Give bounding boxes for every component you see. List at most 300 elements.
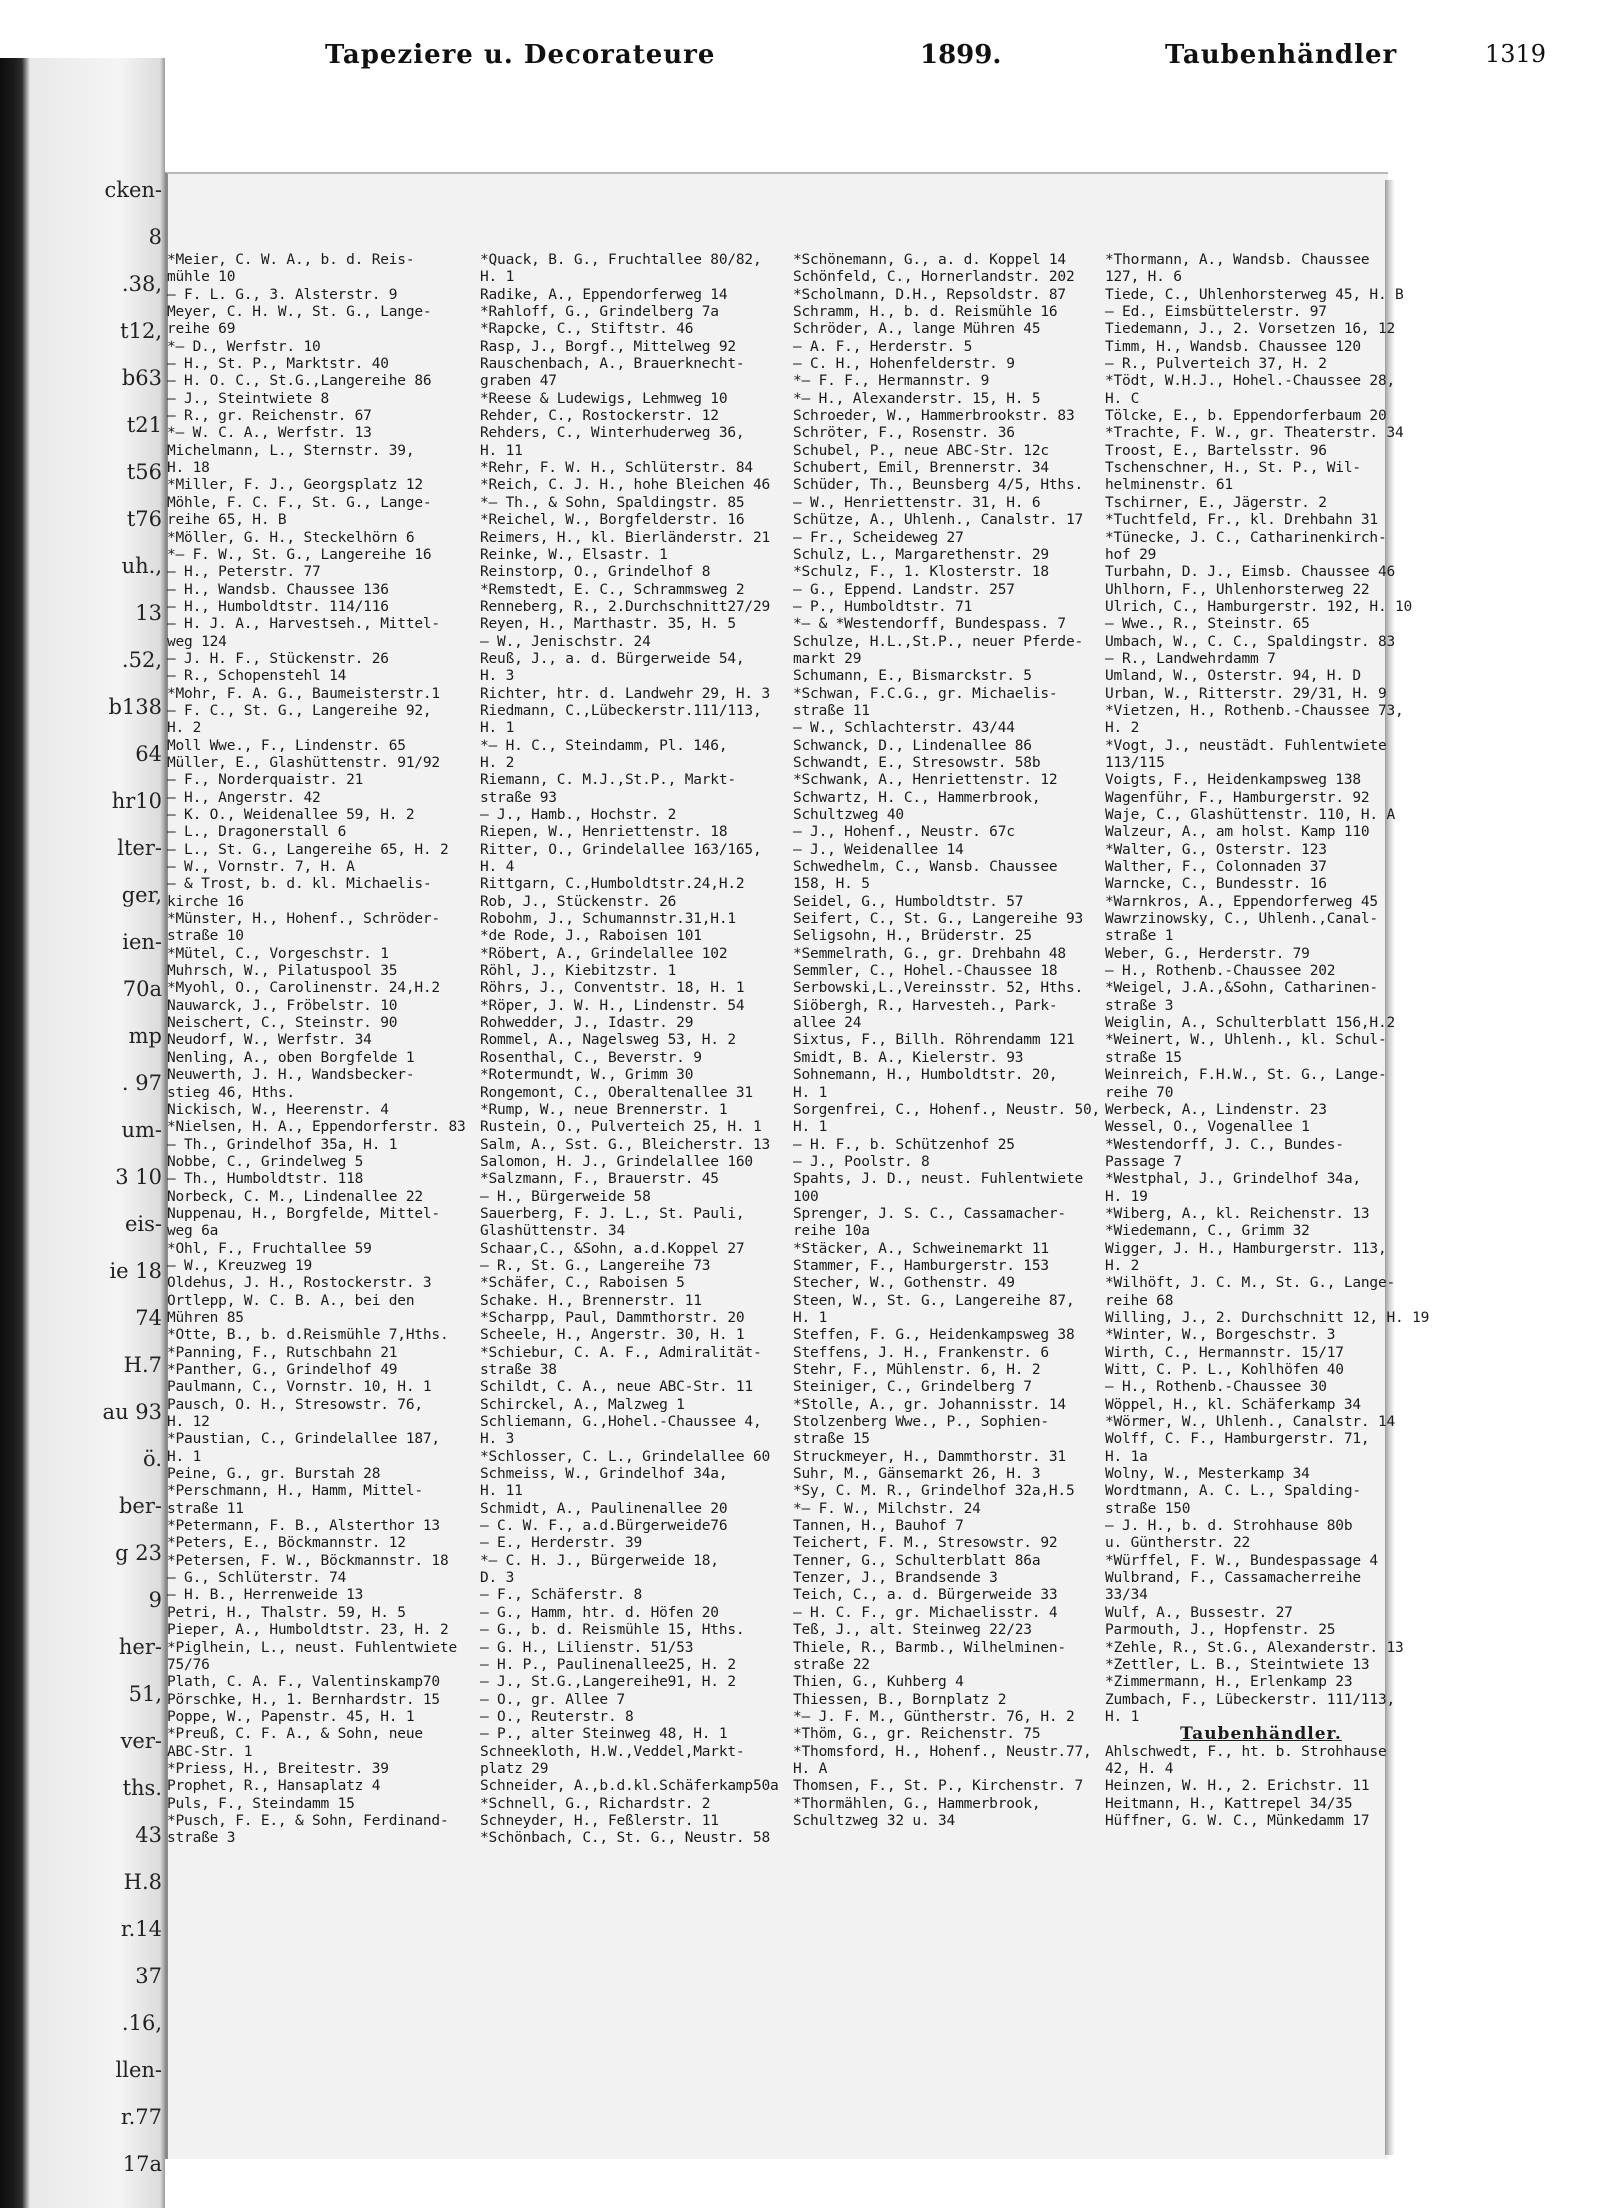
directory-entry: — L., St. G., Langereihe 65, H. 2 xyxy=(167,841,449,858)
directory-entry: Röhl, J., Kiebitzstr. 1 xyxy=(480,963,677,980)
directory-entry: Ritter, O., Grindelallee 163/165, xyxy=(480,841,762,858)
directory-entry: straße 15 xyxy=(793,1431,870,1448)
directory-entry: — J., Hamb., Hochstr. 2 xyxy=(480,807,677,823)
directory-entry: Schramm, H., b. d. Reismühle 16 xyxy=(793,304,1058,321)
adjacent-page-text: ö. xyxy=(143,1447,162,1471)
directory-entry: *Schlosser, C. L., Grindelallee 60 xyxy=(480,1448,771,1465)
directory-entry: platz 29 xyxy=(480,1760,549,1777)
directory-entry: Peine, G., gr. Burstah 28 xyxy=(167,1466,381,1483)
directory-entry: H. 1 xyxy=(480,269,515,286)
directory-entry: — Ed., Eimsbüttelerstr. 97 xyxy=(1105,304,1327,321)
directory-entry: Glashüttenstr. 34 xyxy=(480,1223,626,1240)
directory-entry: — R., Landwehrdamm 7 xyxy=(1105,650,1276,667)
directory-entry: straße 11 xyxy=(167,1500,244,1517)
directory-entry: *Schäfer, C., Raboisen 5 xyxy=(480,1275,685,1292)
directory-entry: H. 2 xyxy=(1105,720,1140,737)
directory-entry: Schneider, A.,b.d.kl.Schäferkamp50a xyxy=(480,1778,779,1795)
directory-entry: Rehders, C., Winterhuderweg 36, xyxy=(480,425,745,442)
directory-entry: Urban, W., Ritterstr. 29/31, H. 9 xyxy=(1105,685,1387,702)
directory-entry: Müller, E., Glashüttenstr. 91/92 xyxy=(167,754,440,771)
directory-entry: Norbeck, C. M., Lindenallee 22 xyxy=(167,1188,423,1205)
directory-entry: — H. C. F., gr. Michaelisstr. 4 xyxy=(793,1604,1058,1621)
directory-entry: *Trachte, F. W., gr. Theaterstr. 34 xyxy=(1105,425,1404,442)
directory-entry: *Ohl, F., Fruchtallee 59 xyxy=(167,1240,372,1257)
directory-entry: Muhrsch, W., Pilatuspool 35 xyxy=(167,963,398,980)
directory-entry: Rob, J., Stückenstr. 26 xyxy=(480,893,677,910)
adjacent-page-fragment xyxy=(0,58,162,2176)
directory-entry: Turbahn, D. J., Eimsb. Chaussee 46 xyxy=(1105,564,1396,581)
directory-entry: *Remstedt, E. C., Schrammsweg 2 xyxy=(480,581,745,598)
directory-entry: Schubert, Emil, Brennerstr. 34 xyxy=(793,460,1049,477)
directory-entry: *Westendorff, J. C., Bundes- xyxy=(1105,1136,1344,1153)
directory-entry: Sprenger, J. S. C., Cassamacher- xyxy=(793,1205,1066,1222)
directory-entry: — W., Kreuzweg 19 xyxy=(167,1257,313,1274)
directory-entry: Smidt, B. A., Kielerstr. 93 xyxy=(793,1049,1024,1066)
directory-entry: — E., Herderstr. 39 xyxy=(480,1535,643,1552)
adjacent-page-text: 17a xyxy=(122,2152,162,2176)
directory-entry: *Myohl, O., Carolinenstr. 24,H.2 xyxy=(167,980,440,997)
directory-entry: *Salzmann, F., Brauerstr. 45 xyxy=(480,1171,719,1188)
directory-entry: — H. J. A., Harvestseh., Mittel- xyxy=(167,616,440,633)
directory-entry: Schumann, E., Bismarckstr. 5 xyxy=(793,668,1032,685)
directory-entry: Walzeur, A., am holst. Kamp 110 xyxy=(1105,824,1370,841)
directory-entry: Pieper, A., Humboldtstr. 23, H. 2 xyxy=(167,1622,449,1639)
directory-entry: — O., gr. Allee 7 xyxy=(480,1691,626,1708)
directory-entry: — F. C., St. G., Langereihe 92, xyxy=(167,702,432,719)
directory-entry: weg 124 xyxy=(167,633,227,650)
directory-entry: Thien, G., Kuhberg 4 xyxy=(793,1674,964,1691)
directory-entry: kirche 16 xyxy=(167,893,244,910)
directory-entry: Schröter, F., Rosenstr. 36 xyxy=(793,425,1015,442)
adjacent-page-text: lter- xyxy=(117,836,162,860)
directory-entry: *Panther, G., Grindelhof 49 xyxy=(167,1362,398,1378)
adjacent-page-text: t12, xyxy=(120,319,162,343)
directory-entry: H. 1 xyxy=(1105,1708,1140,1725)
directory-entry: stieg 46, Hths. xyxy=(167,1084,295,1101)
directory-entry: Witt, C. P. L., Kohlhöfen 40 xyxy=(1105,1362,1344,1378)
directory-entry: H. C xyxy=(1105,390,1140,407)
directory-entry: — J., St.G.,Langereihe91, H. 2 xyxy=(480,1674,736,1691)
directory-entry: Neudorf, W., Werfstr. 34 xyxy=(167,1032,372,1049)
directory-entry: Rohwedder, J., Idastr. 29 xyxy=(480,1015,694,1032)
directory-entry: Seidel, G., Humboldtstr. 57 xyxy=(793,893,1024,910)
directory-entry: hof 29 xyxy=(1105,546,1157,563)
directory-entry: Moll Wwe., F., Lindenstr. 65 xyxy=(167,737,406,754)
directory-entry: *Warnkros, A., Eppendorferweg 45 xyxy=(1105,893,1378,910)
directory-entry: Scheele, H., Angerstr. 30, H. 1 xyxy=(480,1327,745,1344)
directory-entry: Schroeder, W., Hammerbrookstr. 83 xyxy=(793,408,1075,425)
directory-entry: Tiede, C., Uhlenhorsterweg 45, H. B xyxy=(1105,286,1404,303)
directory-entry: H. 12 xyxy=(167,1414,210,1431)
directory-entry: H. 2 xyxy=(480,754,515,771)
directory-entry: Renneberg, R., 2.Durchschnitt27/29 xyxy=(480,598,771,615)
directory-entry: Steffens, J. H., Frankenstr. 6 xyxy=(793,1344,1049,1361)
directory-entry: Thomsen, F., St. P., Kirchenstr. 7 xyxy=(793,1778,1084,1795)
directory-entry: Stecher, W., Gothenstr. 49 xyxy=(793,1275,1015,1292)
directory-entry: Stehr, F., Mühlenstr. 6, H. 2 xyxy=(793,1362,1041,1378)
column-4 xyxy=(1105,252,1430,2102)
directory-entry: Tenner, G., Schulterblatt 86a xyxy=(793,1552,1041,1569)
directory-entry: Uhlhorn, F., Uhlenhorsterweg 22 xyxy=(1105,581,1370,598)
adjacent-page-text: t56 xyxy=(126,460,162,484)
directory-entry: Ortlepp, W. C. B. A., bei den xyxy=(167,1292,415,1309)
directory-entry: Sixtus, F., Billh. Röhrendamm 121 xyxy=(793,1032,1075,1049)
directory-entry: H. 2 xyxy=(1105,1257,1140,1274)
adjacent-page-text: au 93 xyxy=(102,1400,162,1424)
directory-entry: Schubel, P., neue ABC-Str. 12c xyxy=(793,442,1049,459)
directory-entry: Riepen, W., Henriettenstr. 18 xyxy=(480,824,728,841)
directory-entry: *Röper, J. W. H., Lindenstr. 54 xyxy=(480,997,745,1014)
directory-entry: *Tünecke, J. C., Catharinenkirch- xyxy=(1105,529,1387,546)
directory-entry: Siöbergh, R., Harvesteh., Park- xyxy=(793,997,1058,1014)
directory-entry: — H., Rothenb.-Chaussee 202 xyxy=(1105,963,1336,980)
adjacent-page-text: ths. xyxy=(122,1776,162,1800)
directory-entry: H. 2 xyxy=(167,720,202,737)
directory-entry: *Möller, G. H., Steckelhörn 6 xyxy=(167,529,415,546)
directory-entry: 127, H. 6 xyxy=(1105,269,1182,286)
directory-entry: Rosenthal, C., Beverstr. 9 xyxy=(480,1049,702,1066)
directory-entry: *de Rode, J., Raboisen 101 xyxy=(480,928,702,945)
directory-entry: Walther, F., Colonnaden 37 xyxy=(1105,859,1327,876)
directory-entry: Neuwerth, J. H., Wandsbecker- xyxy=(167,1067,415,1084)
directory-entry: Mühren 85 xyxy=(167,1309,244,1326)
directory-entry: 42, H. 4 xyxy=(1105,1760,1174,1777)
directory-entry: Spahts, J. D., neust. Fuhlentwiete xyxy=(793,1171,1084,1188)
directory-entry: Reinke, W., Elsastr. 1 xyxy=(480,546,668,563)
adjacent-page-text: ien- xyxy=(122,930,162,954)
directory-entry: — A. F., Herderstr. 5 xyxy=(793,338,973,355)
directory-entry: Ahlschwedt, F., ht. b. Strohhause xyxy=(1105,1743,1387,1760)
section-title-right: Taubenhändler xyxy=(1165,40,1398,70)
column-2 xyxy=(480,252,792,2102)
directory-entry: *Wörmer, W., Uhlenh., Canalstr. 14 xyxy=(1105,1414,1396,1431)
directory-entry: weg 6a xyxy=(167,1223,219,1240)
directory-entry: *Petersen, F. W., Böckmannstr. 18 xyxy=(167,1552,449,1569)
directory-entry: Steen, W., St. G., Langereihe 87, xyxy=(793,1292,1075,1309)
directory-entry: Wawrzinowsky, C., Uhlenh.,Canal- xyxy=(1105,911,1378,928)
directory-entry: Oldehus, J. H., Rostockerstr. 3 xyxy=(167,1275,432,1292)
directory-entry: Schönfeld, C., Hornerlandstr. 202 xyxy=(793,269,1075,286)
directory-entry: Wulbrand, F., Cassamacherreihe xyxy=(1105,1570,1361,1587)
directory-entry: — R., St. G., Langereihe 73 xyxy=(480,1257,711,1274)
directory-entry: — F., Schäferstr. 8 xyxy=(480,1587,643,1604)
directory-entry: Teich, C., a. d. Bürgerweide 33 xyxy=(793,1587,1058,1604)
section-title-left: Tapeziere u. Decorateure xyxy=(325,40,716,70)
directory-entry: *Rotermundt, W., Grimm 30 xyxy=(480,1067,694,1084)
directory-entry: 33/34 xyxy=(1105,1587,1148,1604)
directory-entry: Salm, A., Sst. G., Bleicherstr. 13 xyxy=(480,1136,771,1153)
directory-entry: — J., Weidenallee 14 xyxy=(793,841,964,858)
adjacent-page-text: H.8 xyxy=(123,1870,162,1894)
directory-entry: *— F. F., Hermannstr. 9 xyxy=(793,373,990,390)
directory-entry: — J., Hohenf., Neustr. 67c xyxy=(793,824,1015,841)
directory-entry: — P., Humboldtstr. 71 xyxy=(793,598,973,615)
directory-entry: Salomon, H. J., Grindelallee 160 xyxy=(480,1153,753,1170)
directory-entry: H. 1 xyxy=(793,1119,828,1136)
directory-entry: Tölcke, E., b. Eppendorferbaum 20 xyxy=(1105,408,1387,425)
directory-entry: Neischert, C., Steinstr. 90 xyxy=(167,1015,398,1032)
directory-entry: Umbach, W., C. C., Spaldingstr. 83 xyxy=(1105,633,1396,650)
directory-entry: Richter, htr. d. Landwehr 29, H. 3 xyxy=(480,685,771,702)
directory-entry: *Schwan, F.C.G., gr. Michaelis- xyxy=(793,685,1058,702)
directory-entry: *Paustian, C., Grindelallee 187, xyxy=(167,1431,440,1448)
directory-entry: Heitmann, H., Kattrepel 34/35 xyxy=(1105,1795,1353,1812)
directory-entry: Nenling, A., oben Borgfelde 1 xyxy=(167,1049,415,1066)
directory-entry: u. Güntherstr. 22 xyxy=(1105,1535,1251,1552)
directory-entry: Reuß, J., a. d. Bürgerweide 54, xyxy=(480,650,745,667)
directory-entry: — H., St. P., Marktstr. 40 xyxy=(167,356,389,373)
directory-entry: Wulf, A., Bussestr. 27 xyxy=(1105,1604,1293,1621)
directory-entry: Steiniger, C., Grindelberg 7 xyxy=(793,1379,1032,1396)
directory-entry: Waje, C., Glashüttenstr. 110, H. A xyxy=(1105,807,1396,823)
directory-entry: — H., Humboldtstr. 114/116 xyxy=(167,598,389,615)
directory-entry: — Th., Humboldtstr. 118 xyxy=(167,1171,364,1188)
directory-entry: *Reichel, W., Borgfelderstr. 16 xyxy=(480,512,745,529)
adjacent-page-text: g 23 xyxy=(115,1541,162,1565)
directory-entry: — F. L. G., 3. Alsterstr. 9 xyxy=(167,286,398,303)
directory-entry: Prophet, R., Hansaplatz 4 xyxy=(167,1778,381,1795)
directory-entry: *— Th., & Sohn, Spaldingstr. 85 xyxy=(480,494,745,511)
directory-entry: H. 1 xyxy=(793,1309,828,1326)
directory-entry: *— F. W., St. G., Langereihe 16 xyxy=(167,546,432,563)
directory-entry: Rehder, C., Rostockerstr. 12 xyxy=(480,408,719,425)
directory-entry: allee 24 xyxy=(793,1015,862,1032)
adjacent-page-text: t76 xyxy=(126,507,162,531)
directory-entry: *Winter, W., Borgeschstr. 3 xyxy=(1105,1327,1336,1344)
directory-entry: Schaar,C., &Sohn, a.d.Koppel 27 xyxy=(480,1240,745,1257)
directory-entry: Tschirner, E., Jägerstr. 2 xyxy=(1105,494,1327,511)
directory-entry: Willing, J., 2. Durchschnitt 12, H. 19 xyxy=(1105,1309,1430,1326)
directory-entry: Schultzweg 32 u. 34 xyxy=(793,1812,956,1829)
directory-entry: Zumbach, F., Lübeckerstr. 111/113, xyxy=(1105,1691,1396,1708)
directory-entry: straße 150 xyxy=(1105,1500,1191,1517)
adjacent-page-text: 51, xyxy=(128,1682,162,1706)
directory-entry: — H. F., b. Schützenhof 25 xyxy=(793,1136,1015,1153)
directory-entry: *Reese & Ludewigs, Lehmweg 10 xyxy=(480,390,728,407)
directory-entry: — W., Jenischstr. 24 xyxy=(480,633,651,650)
directory-entry: Teichert, F. M., Stresowstr. 92 xyxy=(793,1535,1058,1552)
directory-entry: Rustein, O., Pulverteich 25, H. 1 xyxy=(480,1119,762,1136)
directory-entry: — O., Reuterstr. 8 xyxy=(480,1708,634,1725)
directory-entry: H. 11 xyxy=(480,442,523,459)
directory-entry: *Sy, C. M. R., Grindelhof 32a,H.5 xyxy=(793,1483,1075,1500)
directory-entry: *Preuß, C. F. A., & Sohn, neue xyxy=(167,1726,423,1743)
directory-entry: Schirckel, A., Malzweg 1 xyxy=(480,1396,685,1413)
directory-entry: *Tödt, W.H.J., Hohel.-Chaussee 28, xyxy=(1105,373,1396,390)
directory-entry: Röhrs, J., Conventstr. 18, H. 1 xyxy=(480,980,745,997)
directory-entry: straße 93 xyxy=(480,789,557,806)
directory-entry: Schüder, Th., Beunsberg 4/5, Hths. xyxy=(793,477,1084,494)
directory-entry: 75/76 xyxy=(167,1656,210,1673)
directory-entry: — J., Steintwiete 8 xyxy=(167,390,330,407)
adjacent-page-text: .38, xyxy=(121,272,162,296)
directory-entry: — H., Bürgerweide 58 xyxy=(480,1188,651,1205)
directory-entry: Schliemann, G.,Hohel.-Chaussee 4, xyxy=(480,1414,762,1431)
directory-entry: *— J. F. M., Güntherstr. 76, H. 2 xyxy=(793,1708,1075,1725)
header-year: 1899. xyxy=(920,40,1002,70)
column-3 xyxy=(793,252,1105,2102)
adjacent-page-text: t21 xyxy=(126,413,162,437)
directory-entry: H. 1 xyxy=(480,720,515,737)
directory-entry: Rongemont, C., Oberaltenallee 31 xyxy=(480,1084,753,1101)
directory-entry: Timm, H., Wandsb. Chaussee 120 xyxy=(1105,338,1361,355)
directory-entry: *Petermann, F. B., Alsterthor 13 xyxy=(167,1518,440,1535)
directory-entry: reihe 70 xyxy=(1105,1084,1174,1101)
directory-entry: reihe 69 xyxy=(167,321,236,338)
adjacent-page-text: llen- xyxy=(115,2058,162,2082)
directory-entry: Robohm, J., Schumannstr.31,H.1 xyxy=(480,911,736,928)
directory-entry: — Fr., Scheideweg 27 xyxy=(793,529,964,546)
directory-entry: *Mohr, F. A. G., Baumeisterstr.1 xyxy=(167,685,440,702)
directory-entry: *— F. W., Milchstr. 24 xyxy=(793,1500,981,1517)
directory-entry: *Scholmann, D.H., Repsoldstr. 87 xyxy=(793,286,1066,303)
directory-entry: Ulrich, C., Hamburgerstr. 192, H. 10 xyxy=(1105,598,1413,615)
adjacent-page-text: 43 xyxy=(135,1823,162,1847)
directory-entry: *Westphal, J., Grindelhof 34a, xyxy=(1105,1171,1361,1188)
directory-entry: straße 10 xyxy=(167,928,244,945)
directory-entry: *Vogt, J., neustädt. Fuhlentwiete xyxy=(1105,737,1387,754)
directory-entry: straße 11 xyxy=(793,702,870,719)
directory-entry: *Tuchtfeld, Fr., kl. Drehbahn 31 xyxy=(1105,512,1378,529)
directory-entry: — P., alter Steinweg 48, H. 1 xyxy=(480,1726,728,1743)
directory-entry: *Röbert, A., Grindelallee 102 xyxy=(480,945,728,962)
directory-entry: *— H., Alexanderstr. 15, H. 5 xyxy=(793,390,1041,407)
directory-entry: H. 11 xyxy=(480,1483,523,1500)
directory-entry: — H. B., Herrenweide 13 xyxy=(167,1587,364,1604)
directory-entry: Suhr, M., Gänsemarkt 26, H. 3 xyxy=(793,1466,1041,1483)
directory-entry: Thiessen, B., Bornplatz 2 xyxy=(793,1691,1007,1708)
directory-entry: Schwedhelm, C., Wansb. Chaussee xyxy=(793,859,1058,876)
directory-entry: Stammer, F., Hamburgerstr. 153 xyxy=(793,1257,1049,1274)
directory-entry: H. 4 xyxy=(480,859,515,876)
directory-entry: straße 15 xyxy=(1105,1049,1182,1066)
directory-entry: reihe 65, H. B xyxy=(167,512,287,529)
directory-entry: Schröder, A., lange Mühren 45 xyxy=(793,321,1041,338)
directory-entry: Reimers, H., kl. Bierländerstr. 21 xyxy=(480,529,771,546)
directory-entry: — J. H. F., Stückenstr. 26 xyxy=(167,650,389,667)
directory-entry: H. 3 xyxy=(480,1431,515,1448)
directory-entry: — K. O., Weidenallee 59, H. 2 xyxy=(167,807,415,823)
directory-entry: Stolzenberg Wwe., P., Sophien- xyxy=(793,1414,1049,1431)
directory-entry: Wolff, C. F., Hamburgerstr. 71, xyxy=(1105,1431,1370,1448)
directory-entry: *Schwank, A., Henriettenstr. 12 xyxy=(793,772,1058,789)
directory-entry: *Thomsford, H., Hohenf., Neustr.77, xyxy=(793,1743,1092,1760)
directory-entry: Rasp, J., Borgf., Mittelweg 92 xyxy=(480,338,736,355)
adjacent-page-text: ber- xyxy=(118,1494,162,1518)
directory-entry: Semmler, C., Hohel.-Chaussee 18 xyxy=(793,963,1058,980)
directory-entry: Wordtmann, A. C. L., Spalding- xyxy=(1105,1483,1361,1500)
directory-entry: Schneekloth, H.W.,Veddel,Markt- xyxy=(480,1743,745,1760)
directory-entry: *Weigel, J.A.,&Sohn, Catharinen- xyxy=(1105,980,1378,997)
directory-entry: Sauerberg, F. J. L., St. Pauli, xyxy=(480,1205,745,1222)
directory-entry: H. A xyxy=(793,1760,828,1777)
directory-entry: *Reich, C. J. H., hohe Bleichen 46 xyxy=(480,477,771,494)
directory-entry: Schwartz, H. C., Hammerbrook, xyxy=(793,789,1041,806)
directory-entry: Teß, J., alt. Steinweg 22/23 xyxy=(793,1622,1032,1639)
directory-entry: Wessel, O., Vogenallee 1 xyxy=(1105,1119,1310,1136)
directory-entry: *— C. H. J., Bürgerweide 18, xyxy=(480,1552,719,1569)
directory-entry: Voigts, F., Heidenkampsweg 138 xyxy=(1105,772,1361,789)
directory-entry: Puls, F., Steindamm 15 xyxy=(167,1795,355,1812)
directory-entry: H. 1 xyxy=(167,1448,202,1465)
directory-entry: — H., Wandsb. Chaussee 136 xyxy=(167,581,389,598)
adjacent-page-text: H.7 xyxy=(123,1353,162,1377)
directory-entry: *Weinert, W., Uhlenh., kl. Schul- xyxy=(1105,1032,1387,1049)
directory-entry: — H. P., Paulinenallee25, H. 2 xyxy=(480,1656,736,1673)
directory-entry: *Rump, W., neue Brennerstr. 1 xyxy=(480,1101,728,1118)
adjacent-page-text: 13 xyxy=(135,601,162,625)
directory-entry: — Wwe., R., Steinstr. 65 xyxy=(1105,616,1310,633)
column-1 xyxy=(167,252,479,2102)
directory-entry: *Panning, F., Rutschbahn 21 xyxy=(167,1344,398,1361)
directory-entry: Meyer, C. H. W., St. G., Lange- xyxy=(167,304,432,321)
directory-entry: — W., Vornstr. 7, H. A xyxy=(167,859,355,876)
directory-entry: *— W. C. A., Werfstr. 13 xyxy=(167,425,372,442)
directory-entry: *Rapcke, C., Stiftstr. 46 xyxy=(480,321,694,338)
directory-entry: *Rahloff, G., Grindelberg 7a xyxy=(480,304,719,321)
directory-entry: Tschenschner, H., St. P., Wil- xyxy=(1105,460,1361,477)
directory-entry: *Thormann, A., Wandsb. Chaussee xyxy=(1105,252,1370,268)
directory-entry: Wirth, C., Hermannstr. 15/17 xyxy=(1105,1344,1344,1361)
directory-entry: Rauschenbach, A., Brauerknecht- xyxy=(480,356,745,373)
directory-entry: Wolny, W., Mesterkamp 34 xyxy=(1105,1466,1310,1483)
directory-entry: *Walter, G., Osterstr. 123 xyxy=(1105,841,1327,858)
directory-entry: Pausch, O. H., Stresowstr. 76, xyxy=(167,1396,423,1413)
directory-entry: H. 3 xyxy=(480,668,515,685)
directory-entry: *Wilhöft, J. C. M., St. G., Lange- xyxy=(1105,1275,1396,1292)
directory-entry: helminenstr. 61 xyxy=(1105,477,1233,494)
adjacent-page-text: 3 10 xyxy=(115,1165,162,1189)
directory-entry: H. 18 xyxy=(167,460,210,477)
directory-entry: straße 38 xyxy=(480,1362,557,1378)
directory-entry: *Münster, H., Hohenf., Schröder- xyxy=(167,911,440,928)
directory-entry: *Würffel, F. W., Bundespassage 4 xyxy=(1105,1552,1378,1569)
directory-entry: *Pusch, F. E., & Sohn, Ferdinand- xyxy=(167,1812,449,1829)
adjacent-page-text: cken- xyxy=(104,178,162,202)
directory-entry: Rittgarn, C.,Humboldtstr.24,H.2 xyxy=(480,876,745,893)
directory-entry: — R., Pulverteich 37, H. 2 xyxy=(1105,356,1327,373)
directory-entry: — H., Rothenb.-Chaussee 30 xyxy=(1105,1379,1327,1396)
directory-entry: *Perschmann, H., Hamm, Mittel- xyxy=(167,1483,423,1500)
directory-entry: mühle 10 xyxy=(167,269,236,286)
directory-entry: markt 29 xyxy=(793,650,862,667)
directory-entry: *Quack, B. G., Fruchtallee 80/82, xyxy=(480,252,762,268)
adjacent-page-text: b63 xyxy=(121,366,162,390)
adjacent-page-text: .16, xyxy=(121,2011,162,2035)
directory-entry: *Thormählen, G., Hammerbrook, xyxy=(793,1795,1041,1812)
directory-entry: *Zettler, L. B., Steintwiete 13 xyxy=(1105,1656,1370,1673)
adjacent-page-text: ie 18 xyxy=(109,1259,162,1283)
directory-entry: *Peters, E., Böckmannstr. 12 xyxy=(167,1535,406,1552)
directory-entry: H. 1a xyxy=(1105,1448,1148,1465)
directory-entry: Steffen, F. G., Heidenkampsweg 38 xyxy=(793,1327,1075,1344)
page-header xyxy=(155,40,1547,70)
directory-entry: Reinstorp, O., Grindelhof 8 xyxy=(480,564,711,581)
directory-entry: — H., Peterstr. 77 xyxy=(167,564,321,581)
directory-entry: — G., Eppend. Landstr. 257 xyxy=(793,581,1015,598)
directory-entry: Sohnemann, H., Humboldtstr. 20, xyxy=(793,1067,1058,1084)
directory-entry: Passage 7 xyxy=(1105,1153,1182,1170)
directory-entry: 113/115 xyxy=(1105,754,1165,771)
directory-entry: Sorgenfrei, C., Hohenf., Neustr. 50, xyxy=(793,1101,1101,1118)
directory-entry: — C. H., Hohenfelderstr. 9 xyxy=(793,356,1015,373)
adjacent-page-text: 70a xyxy=(122,977,162,1001)
directory-entry: Schulze, H.L.,St.P., neuer Pferde- xyxy=(793,633,1084,650)
directory-entry: — G., b. d. Reismühle 15, Hths. xyxy=(480,1622,745,1639)
directory-entry: — G., Schlüterstr. 74 xyxy=(167,1570,347,1587)
directory-entry: Parmouth, J., Hopfenstr. 25 xyxy=(1105,1622,1336,1639)
directory-entry: graben 47 xyxy=(480,373,557,390)
